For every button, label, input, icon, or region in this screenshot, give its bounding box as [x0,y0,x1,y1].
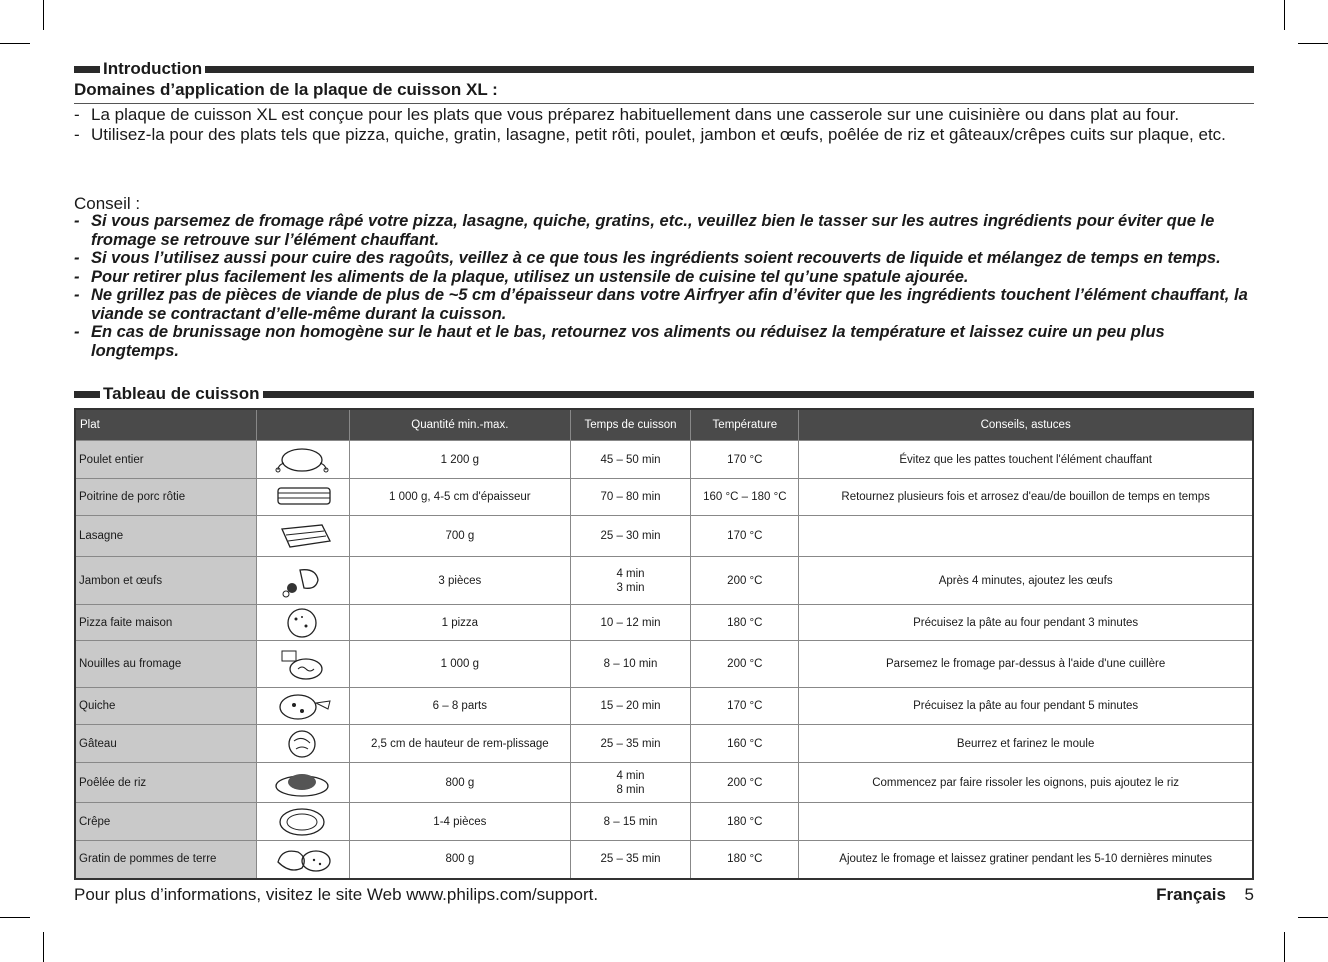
list-item-text: Ne grillez pas de pièces de viande de plus de ~5 cm d’épaisseur dans votre Airfryer afin d’éviter que les ingrédients touchent l’élément chauffant, la viande se contractant d’elle-même durant la cuisson. [91,286,1248,323]
dish-quantity: 3 pièces [350,557,571,605]
dish-tip: Parsemez le fromage par-dessus à l'aide d'une cuillère [799,641,1253,688]
dish-icon-cell [257,516,350,557]
header-time: Temps de cuisson [570,409,691,441]
dish-time [570,803,691,841]
dish-name: Poêlée de riz [75,763,257,803]
dish-temperature: 180 °C [691,605,799,641]
intro-list [74,105,1254,145]
gratin-icon [272,842,334,876]
list-item-text: En cas de brunissage non homogène sur le haut et le bas, retournez vos aliments ou réduisez la température et laissez cuire un peu plus longtemps. [91,323,1165,360]
dish-quantity: 800 g [350,763,571,803]
table-row [75,441,1253,479]
dish-tip: Commencez par faire rissoler les oignons, puis ajoutez le riz [799,763,1253,803]
tips-list [74,212,1254,360]
list-item [74,105,1254,125]
dish-quantity: 1 000 g, 4-5 cm d'épaisseur [350,479,571,516]
dish-tip [799,803,1253,841]
bullet-dash: - [74,249,80,267]
dish-time [570,725,691,763]
crop-mark [43,0,44,30]
time-value: 8 min [616,783,645,796]
dish-time [570,516,691,557]
list-item-text: Si vous l’utilisez aussi pour cuire des ragoûts, veillez à ce que tous les ingrédients soient recouverts de liquide et mélangez de temps en temps. [91,249,1221,267]
bullet-dash: - [74,286,80,304]
dish-tip: Retournez plusieurs fois et arrosez d'eau/de bouillon de temps en temps [799,479,1253,516]
crepe-icon [272,805,334,839]
dish-temperature: 200 °C [691,763,799,803]
table-body [75,441,1253,879]
dish-quantity: 1 000 g [350,641,571,688]
time-value: 10 – 12 min [600,616,661,629]
dish-time [570,641,691,688]
table-row [75,516,1253,557]
list-item [74,125,1254,145]
table-header-row [75,409,1253,441]
dish-name: Poulet entier [75,441,257,479]
crop-mark [1284,932,1285,962]
table-row [75,688,1253,725]
dish-tip: Précuisez la pâte au four pendant 5 minutes [799,688,1253,725]
footer-language: Français [1156,885,1226,904]
dish-tip: Après 4 minutes, ajoutez les œufs [799,557,1253,605]
time-value: 4 min [616,567,645,580]
lasagne-icon [272,519,334,553]
ham-eggs-icon [272,564,334,598]
table-row [75,641,1253,688]
dish-temperature: 160 °C – 180 °C [691,479,799,516]
dish-tip: Évitez que les pattes touchent l'élément chauffant [799,441,1253,479]
dish-icon-cell [257,725,350,763]
dish-icon-cell [257,841,350,879]
time-value: 70 – 80 min [600,491,661,503]
bullet-dash: - [74,105,80,124]
dish-name: Crêpe [75,803,257,841]
crop-mark [43,932,44,962]
dish-time [570,605,691,641]
dish-icon-cell [257,441,350,479]
dish-name: Lasagne [75,516,257,557]
list-item-text: Si vous parsemez de fromage râpé votre pizza, lasagne, quiche, gratins, etc., veuillez bien le tasser sur les autres ingrédients pour éviter que le fromage se retrouve sur l’élément chauffant. [91,212,1215,249]
dish-time [570,557,691,605]
table-row [75,841,1253,879]
rice-icon [272,766,334,800]
dish-quantity: 800 g [350,841,571,879]
dish-temperature: 160 °C [691,725,799,763]
crop-mark [1298,43,1328,44]
time-value: 45 – 50 min [600,453,661,466]
bullet-dash: - [74,323,80,341]
dish-name: Gratin de pommes de terre [75,841,257,879]
time-value: 15 – 20 min [600,700,661,712]
time-value: 8 – 10 min [603,658,658,670]
dish-quantity: 6 – 8 parts [350,688,571,725]
dish-icon-cell [257,479,350,516]
header-temperature: Température [691,409,799,441]
dish-quantity: 1 pizza [350,605,571,641]
dish-tip: Précuisez la pâte au four pendant 3 minutes [799,605,1253,641]
list-item-text: La plaque de cuisson XL est conçue pour les plats que vous préparez habituellement dans une casserole sur une cuisinière ou dans plat au four. [91,105,1180,124]
list-item-text: Utilisez-la pour des plats tels que pizza, quiche, gratin, lasagne, petit rôti, poulet, jambon et œufs, poêlée de riz et gâteaux/crêpes cuits sur plaque, etc. [91,125,1226,144]
tip-label: Conseil : [74,194,141,213]
time-value: 8 – 15 min [603,815,658,828]
dish-temperature: 180 °C [691,803,799,841]
footer-support-text: Pour plus d’informations, visitez le site Web www.philips.com/support. [74,885,599,904]
table-row [75,803,1253,841]
table-heading: Tableau de cuisson [103,384,260,403]
list-item [74,249,1254,268]
time-value: 25 – 30 min [600,530,661,542]
dish-temperature: 170 °C [691,516,799,557]
header-tips: Conseils, astuces [799,409,1253,441]
list-item [74,212,1254,249]
dish-name: Poitrine de porc rôtie [75,479,257,516]
dish-icon-cell [257,557,350,605]
dish-temperature: 170 °C [691,441,799,479]
crop-mark [1284,0,1285,30]
dish-temperature: 200 °C [691,557,799,605]
dish-time [570,763,691,803]
dish-tip [799,516,1253,557]
chicken-icon [272,443,334,477]
pizza-icon [272,606,334,640]
cooking-table [74,408,1254,880]
header-plat: Plat [75,409,257,441]
dish-icon-cell [257,688,350,725]
bullet-dash: - [74,125,80,144]
dish-name: Jambon et œufs [75,557,257,605]
dish-temperature: 170 °C [691,688,799,725]
dish-icon-cell [257,641,350,688]
bullet-dash: - [74,267,80,286]
list-item [74,268,1254,287]
noodles-icon [272,647,334,681]
quiche-icon [272,689,334,723]
table-row [75,479,1253,516]
crop-mark [1298,917,1328,918]
dish-icon-cell [257,803,350,841]
list-item [74,286,1254,323]
time-value: 25 – 35 min [600,737,661,750]
header-quantity: Quantité min.-max. [350,409,571,441]
dish-temperature: 200 °C [691,641,799,688]
cake-icon [272,727,334,761]
dish-time [570,479,691,516]
dish-name: Quiche [75,688,257,725]
list-item-text: Pour retirer plus facilement les aliments de la plaque, utilisez un ustensile de cuisine tel qu’une spatule ajourée. [91,267,969,286]
dish-name: Pizza faite maison [75,605,257,641]
dish-tip: Ajoutez le fromage et laissez gratiner pendant les 5-10 dernières minutes [799,841,1253,879]
time-value: 4 min [616,769,645,782]
dish-quantity: 1 200 g [350,441,571,479]
table-row [75,725,1253,763]
dish-icon-cell [257,605,350,641]
table-row [75,763,1253,803]
pork-belly-icon [272,480,334,514]
intro-subtitle: Domaines d’application de la plaque de cuisson XL : [74,80,1254,104]
table-section-heading [74,384,1254,404]
dish-quantity: 1-4 pièces [350,803,571,841]
dish-time [570,688,691,725]
crop-mark [0,917,30,918]
list-item [74,323,1254,360]
time-value: 25 – 35 min [600,853,661,866]
dish-time [570,841,691,879]
dish-name: Nouilles au fromage [75,641,257,688]
dish-time [570,441,691,479]
intro-heading: Introduction [103,59,203,78]
crop-mark [0,43,30,44]
bullet-dash: - [74,212,80,230]
page-number: 5 [1244,885,1254,904]
dish-icon-cell [257,763,350,803]
table-row [75,557,1253,605]
dish-quantity: 2,5 cm de hauteur de rem-plissage [350,725,571,763]
dish-tip: Beurrez et farinez le moule [799,725,1253,763]
header-icon [257,409,350,441]
intro-section-heading [74,59,1254,79]
dish-quantity: 700 g [350,516,571,557]
dish-temperature: 180 °C [691,841,799,879]
dish-name: Gâteau [75,725,257,763]
table-row [75,605,1253,641]
time-value: 3 min [616,581,645,594]
